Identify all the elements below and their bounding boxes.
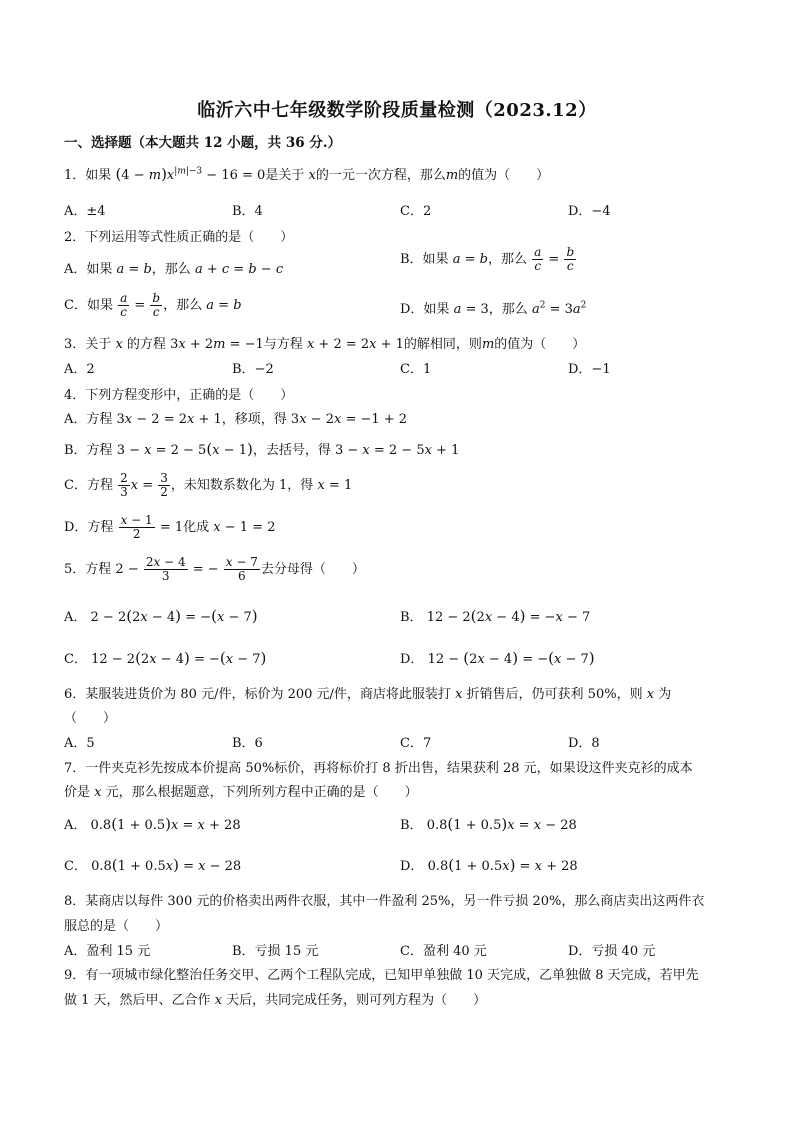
q6-option-d: D．8: [568, 736, 600, 751]
q2-option-b: B．如果 a = b，那么 $\frac{a}{c}$ = $\frac{b}{c}$: [400, 245, 575, 273]
section-heading: 一、选择题（本大题共 12 小题，共 36 分.）: [64, 135, 342, 151]
question-7: 7．一件夹克衫先按成本价提高 50%标价，再将标价打 8 折出售，结果获利 28 元，如果设这件夹克衫的成本: [64, 761, 693, 776]
q8-option-d: D．亏损 40 元: [568, 944, 656, 959]
q5-option-d: D． 12 − (2x − 4) = −(x − 7): [400, 649, 595, 667]
question-6: 6．某服装进货价为 80 元/件，标价为 200 元/件，商店将此服装打 x 折销售后，仍可获利 50%，则 x 为: [64, 687, 672, 702]
question-2: 2．下列运用等式性质正确的是（ ）: [64, 230, 294, 245]
q6-option-a: A．5: [64, 736, 95, 751]
q1-option-d: D．−4: [568, 204, 611, 219]
q5-option-b: B． 12 − 2(2x − 4) = −x − 7: [400, 607, 591, 625]
q5-option-a: A． 2 − 2(2x − 4) = −(x − 7): [64, 607, 258, 625]
q1-option-a: A．±4: [64, 204, 106, 219]
question-9: 9．有一项城市绿化整治任务交甲、乙两个工程队完成，已知甲单独做 10 天完成，乙单独做 8 天完成，若甲先: [64, 968, 699, 983]
q1-option-b: B．4: [232, 204, 263, 219]
q7-option-d: D． 0.8(1 + 0.5x) = x + 28: [400, 856, 578, 874]
question-9-cont: 做 1 天，然后甲、乙合作 x 天后，共同完成任务，则可列方程为（ ）: [64, 993, 487, 1008]
q2-option-a: A．如果 a = b，那么 a + c = b − c: [64, 262, 284, 277]
question-4: 4．下列方程变形中，正确的是（ ）: [64, 388, 294, 403]
q3-option-b: B．−2: [232, 362, 274, 377]
q6-option-c: C．7: [400, 736, 432, 751]
q4-option-b: B．方程 3 − x = 2 − 5(x − 1)，去括号，得 3 − x = 2 − 5x + 1: [64, 440, 460, 458]
q4-option-c: C．方程 $\frac{2}{3}$ x = $\frac{3}{2}$ ，未知数系数化为 1，得 x = 1: [64, 471, 353, 499]
q1-option-c: C．2: [400, 204, 432, 219]
question-8-cont: 服总的是（ ）: [64, 919, 169, 934]
q6-option-b: B．6: [232, 736, 263, 751]
question-1: 1．如果 $(4 - m)x^{|m|-3} - 16 = 0$是关于 x的一元一次方程，那么m的值为（ ）: [64, 165, 550, 183]
q7-option-a: A． 0.8(1 + 0.5)x = x + 28: [64, 815, 241, 833]
question-6-cont: （ ）: [64, 711, 117, 726]
question-3: 3．关于 x 的方程 3x + 2m = −1与方程 x + 2 = 2x + 1的解相同，则m的值为（ ）: [64, 337, 586, 352]
q2-option-d: D．如果 a = 3，那么 $a^2 = 3a^2$: [400, 300, 587, 317]
q8-option-b: B．亏损 15 元: [232, 944, 319, 959]
question-8: 8．某商店以每件 300 元的价格卖出两件衣服，其中一件盈利 25%，另一件亏损 20%，那么商店卖出这两件衣: [64, 894, 705, 909]
q8-option-c: C．盈利 40 元: [400, 944, 487, 959]
q7-option-b: B． 0.8(1 + 0.5)x = x − 28: [400, 815, 577, 833]
q8-option-a: A．盈利 15 元: [64, 944, 151, 959]
q7-option-c: C． 0.8(1 + 0.5x) = x − 28: [64, 856, 242, 874]
q3-option-c: C．1: [400, 362, 432, 377]
q3-option-a: A．2: [64, 362, 95, 377]
page-title: 临沂六中七年级数学阶段质量检测（2023.12）: [197, 100, 597, 121]
question-5: 5．方程 2 − $\frac{2x - 4}{3}$ = − $\frac{x - 7}{6}$ 去分母得（ ）: [64, 555, 365, 583]
q1-equation: $(4 - m)x^{|m|-3} - 16 = 0$: [115, 165, 266, 183]
q2-option-c: C．如果 $\frac{a}{c}$ = $\frac{b}{c}$ ，那么 a = b: [64, 291, 242, 319]
q4-option-d: D．方程 $\frac{x - 1}{2}$ = 1化成 x − 1 = 2: [64, 513, 276, 541]
q4-option-a: A．方程 3x − 2 = 2x + 1，移项，得 3x − 2x = −1 + 2: [64, 412, 408, 427]
question-7-cont: 价是 x 元，那么根据题意，下列所列方程中正确的是（ ）: [64, 785, 418, 800]
q5-option-c: C． 12 − 2(2x − 4) = −(x − 7): [64, 649, 267, 667]
q3-option-d: D．−1: [568, 362, 611, 377]
